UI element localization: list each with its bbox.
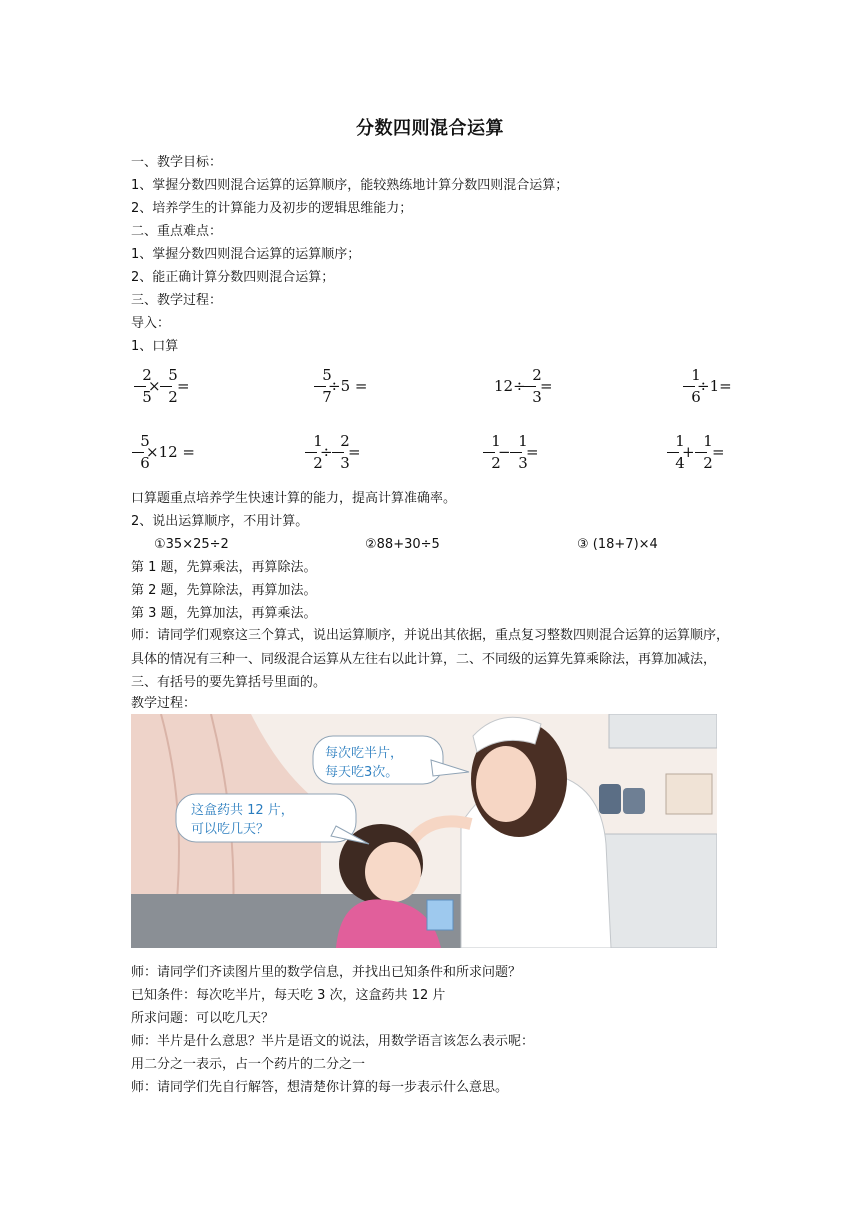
after-line-4: 师：半片是什么意思？半片是语文的说法，用数学语言该怎么表示呢：: [131, 1034, 535, 1049]
girl-face: [365, 842, 421, 902]
key-heading: 二、重点难点：: [131, 224, 223, 239]
girl-bubble-line-1: 这盒药共 12 片，: [191, 803, 294, 818]
teacher-paragraph: 师：请同学们观察这三个算式，说出运算顺序，并说出其依据，重点复习整数四则混合运算的运算顺序，具体的情况有三种一、同级混合运算从左往右以此计算，二、不同级的运算先算乘除法，再算加减法，三、有括号的要先算括号里面的。: [131, 628, 730, 690]
page-title: 分数四则混合运算: [356, 118, 504, 139]
cabinet-bottom: [601, 834, 717, 948]
after-line-6: 师：请同学们先自行解答，想清楚你计算的每一步表示什么意思。: [131, 1080, 509, 1095]
cabinet-top: [609, 714, 717, 748]
key-1: 1、掌握分数四则混合运算的运算顺序；: [131, 247, 361, 262]
order-item-1: ①35×25÷2: [154, 537, 229, 552]
goal-1: 1、掌握分数四则混合运算的运算顺序，能较熟练地计算分数四则混合运算；: [131, 178, 569, 193]
goals-heading: 一、教学目标：: [131, 155, 223, 170]
mental-expr-1: 2 5 × 5 2 =: [133, 366, 213, 410]
after-line-5: 用二分之一表示，占一个药片的二分之一: [131, 1057, 366, 1072]
mental-expr-8: 1 4 + 1 2 =: [666, 432, 746, 476]
medicine-box-small: [427, 900, 453, 930]
goal-2: 2、培养学生的计算能力及初步的逻辑思维能力；: [131, 201, 413, 216]
jar-2: [623, 788, 645, 814]
mental-note: 口算题重点培养学生快速计算的能力，提高计算准确率。: [131, 491, 457, 506]
after-line-3: 所求问题：可以吃几天？: [131, 1011, 275, 1026]
intro-label: 导入：: [131, 316, 171, 331]
answer-3: 第 3 题，先算加法，再算乘法。: [131, 606, 317, 621]
mental-expr-7: 1 2 − 1 3 =: [482, 432, 562, 476]
key-2: 2、能正确计算分数四则混合运算；: [131, 270, 335, 285]
answer-2: 第 2 题，先算除法，再算加法。: [131, 583, 317, 598]
medicine-box: [666, 774, 712, 814]
mental-expr-2: 5 7 ÷5 =: [313, 366, 393, 410]
answer-1: 第 1 题，先算乘法，再算除法。: [131, 560, 317, 575]
process-label: 教学过程：: [131, 696, 197, 711]
mental-expr-6: 1 2 ÷ 2 3 =: [304, 432, 384, 476]
after-line-2: 已知条件：每次吃半片，每天吃 3 次，这盒药共 12 片: [131, 988, 446, 1003]
process-heading: 三、教学过程：: [131, 293, 223, 308]
order-heading: 2、说出运算顺序，不用计算。: [131, 514, 309, 529]
nurse-bubble-line-1: 每次吃半片，: [325, 746, 404, 761]
order-item-3: ③ (18+7)×4: [577, 537, 658, 552]
clinic-illustration: [131, 714, 717, 948]
nurse-bubble-line-2: 每天吃3次。: [325, 765, 399, 780]
nurse-face: [476, 746, 536, 822]
order-item-2: ②88+30÷5: [365, 537, 440, 552]
jar-1: [599, 784, 621, 814]
after-line-1: 师：请同学们齐读图片里的数学信息，并找出已知条件和所求问题？: [131, 965, 522, 980]
mental-heading: 1、口算: [131, 339, 179, 354]
mental-expr-4: 1 6 ÷1=: [682, 366, 752, 410]
mental-expr-3: 12÷ 2 3 =: [494, 366, 553, 406]
girl-bubble-line-2: 可以吃几天？: [191, 822, 270, 837]
mental-expr-5: 5 6 ×12 =: [131, 432, 211, 476]
order-items: [131, 536, 731, 554]
